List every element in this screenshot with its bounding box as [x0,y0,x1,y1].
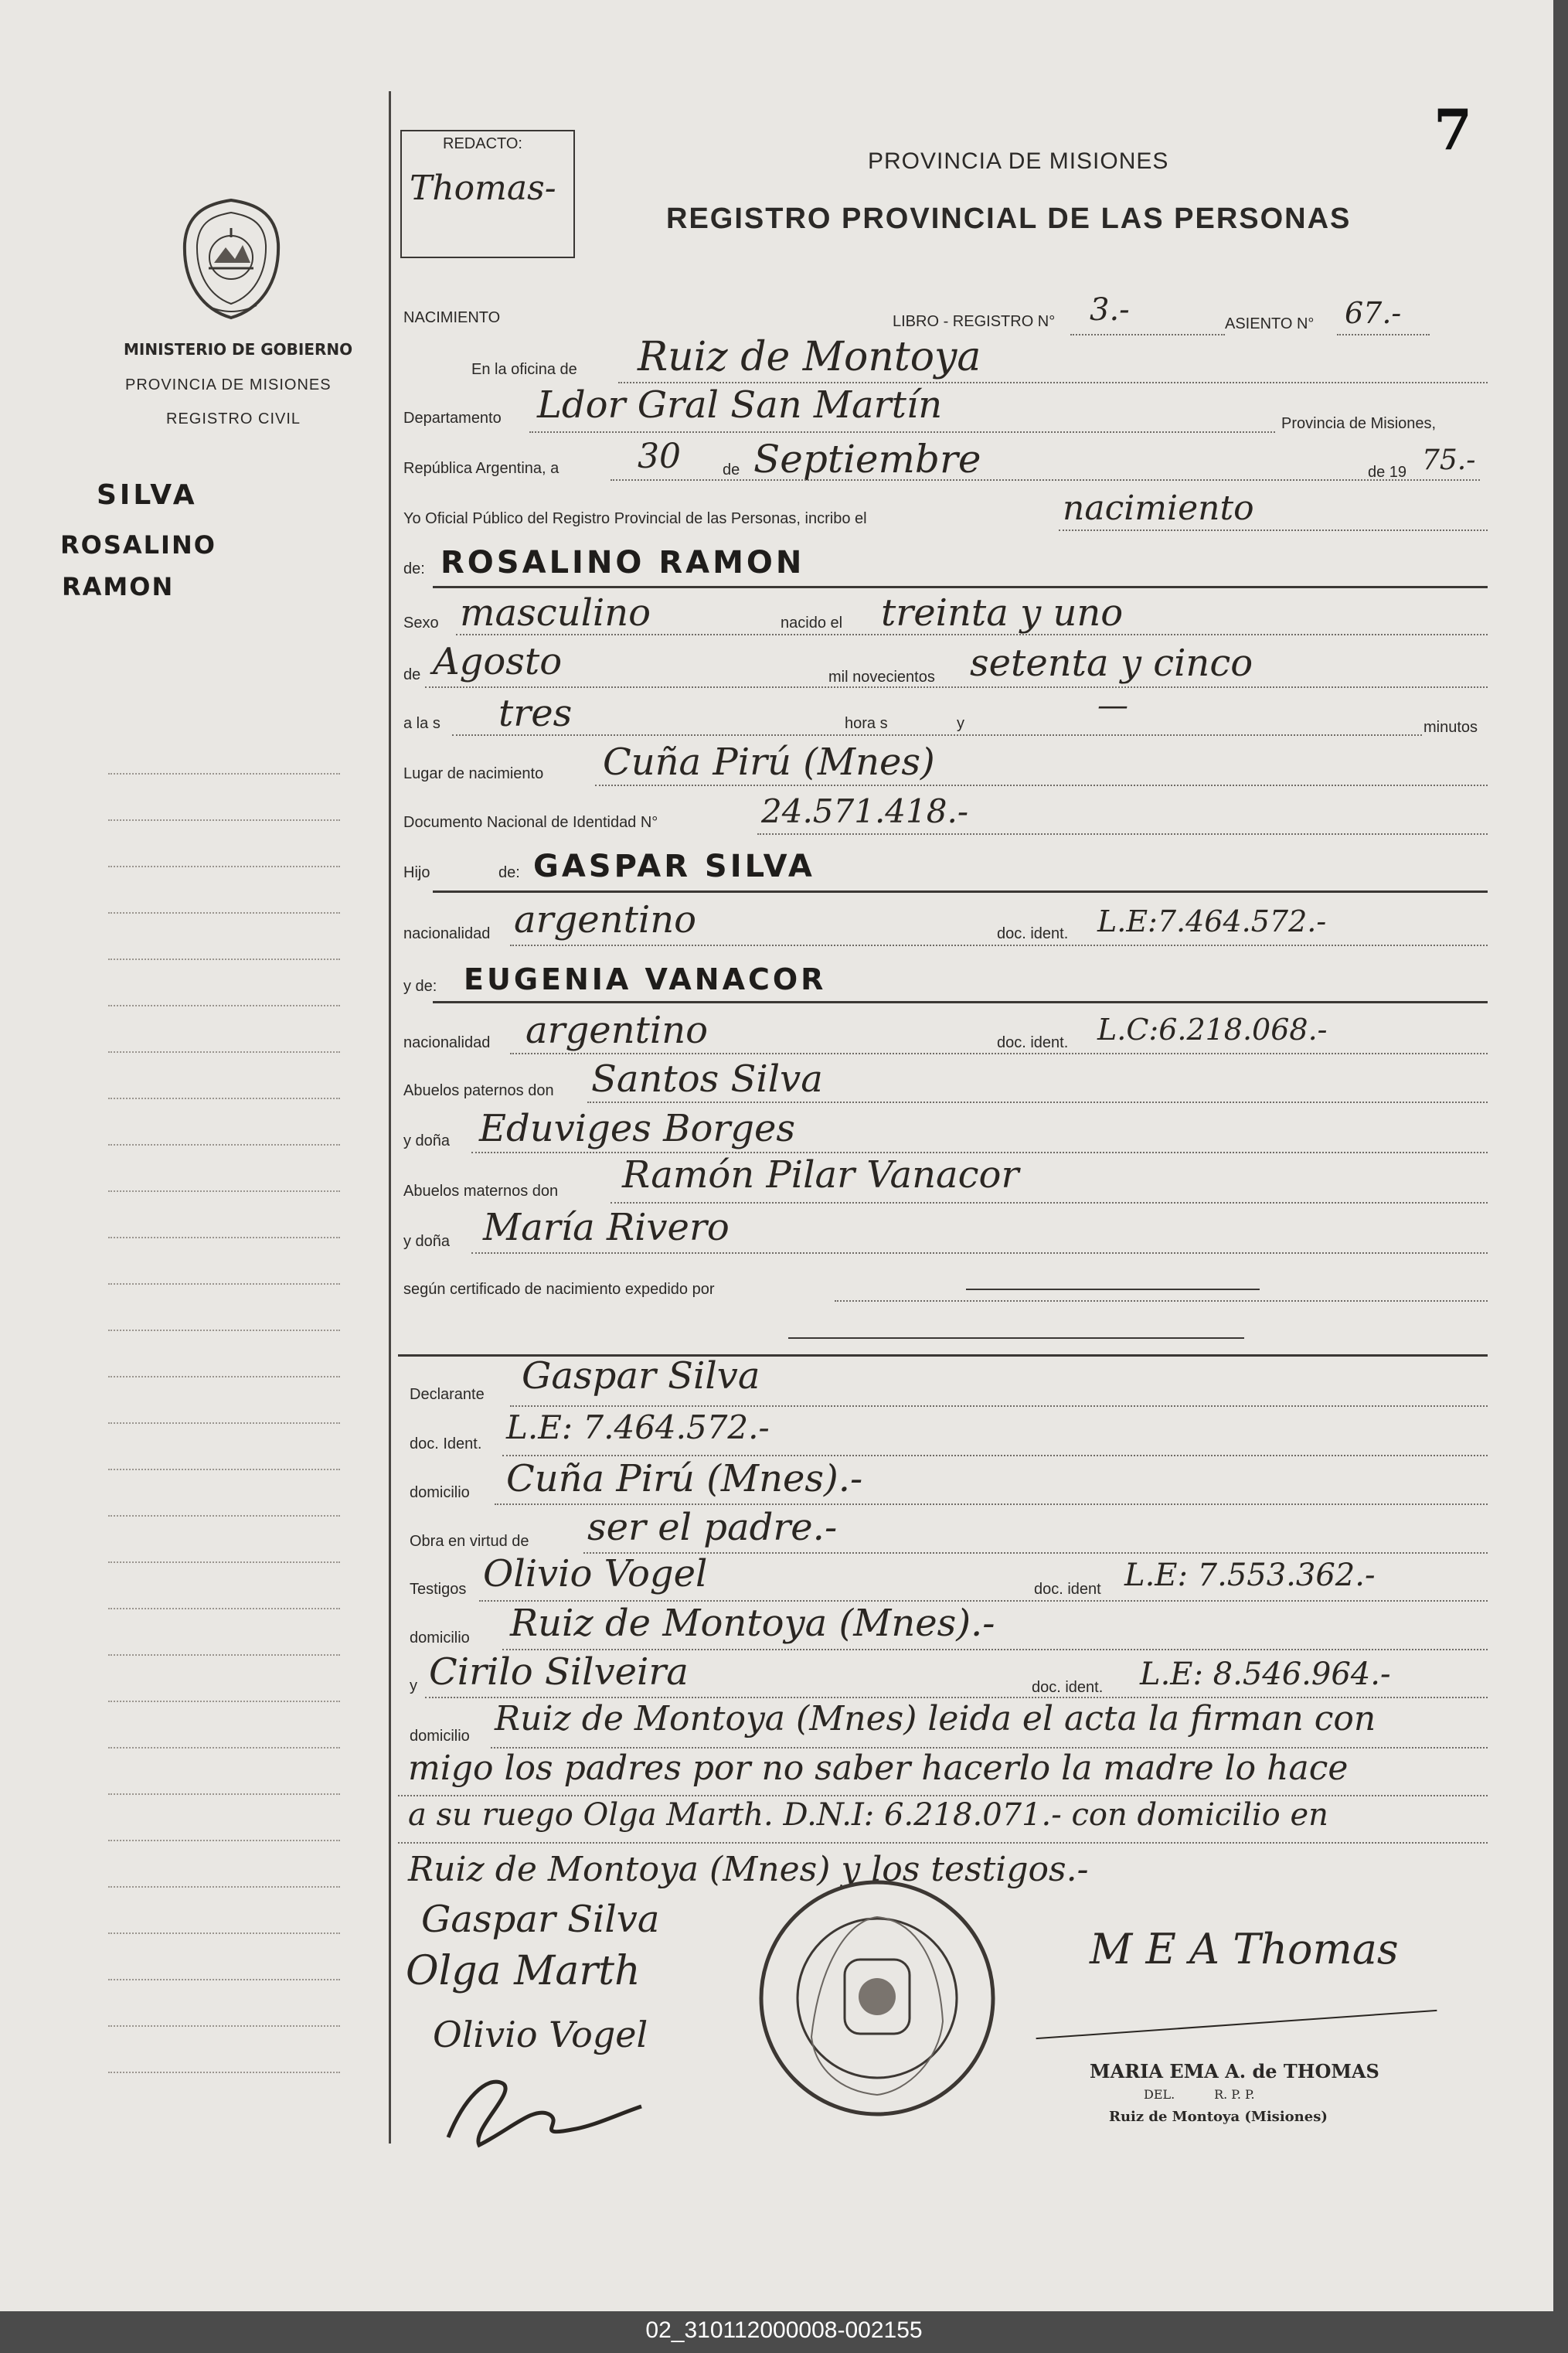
province-label: PROVINCIA DE MISIONES [125,376,332,393]
margin-line [108,1376,340,1377]
margin-line [108,1840,340,1841]
header-registry: REGISTRO PROVINCIAL DE LAS PERSONAS [666,203,1352,235]
margin-line [108,2072,340,2073]
civil-registry-label: REGISTRO CIVIL [166,410,301,427]
abuelos-paternos-label: Abuelos paternos don [403,1082,554,1099]
remarks-line-4: Ruiz de Montoya (Mnes) y los testigos.- [408,1850,1089,1889]
margin-given-name-1: ROSALINO [60,530,216,560]
redacto-value: Thomas- [410,169,556,208]
mother-doc-label: doc. ident. [997,1034,1069,1051]
margin-line [108,1515,340,1517]
ruled-line [835,1300,1488,1302]
dni-value: 24.571.418.- [761,792,969,830]
father-name: GASPAR SILVA [533,849,815,884]
margin-line [108,1283,340,1285]
official-place: Ruiz de Montoya (Misiones) [1109,2109,1328,2125]
mil-label: mil novecientos [828,669,935,686]
y-de-label: y de: [403,978,437,995]
sexo-label: Sexo [403,615,439,632]
margin-line [108,1190,340,1192]
ruled-line [471,1252,1488,1254]
de2-label: de [403,666,421,683]
official-signature-line [1036,2010,1437,2039]
official-title: DEL. R. P. P. [1144,2087,1255,2102]
mother-nationality-label: nacionalidad [403,1034,491,1051]
ruled-line [757,833,1488,835]
asiento-value: 67.- [1345,296,1402,330]
mother-name: EUGENIA VANACOR [464,962,827,996]
de-colon-label: de: [403,560,425,577]
testigo2-name: Cirilo Silveira [429,1650,689,1694]
ruled-line [611,1202,1488,1204]
year-value: 75.- [1422,444,1476,476]
margin-line [108,1469,340,1470]
testigo1-doc: L.E: 7.553.362.- [1124,1558,1376,1593]
official-signature: M E A Thomas [1090,1925,1399,1973]
underline-bar [433,586,1488,588]
ruled-line [1070,334,1225,335]
abuelos-maternos-label: Abuelos maternos don [403,1183,559,1200]
y-label: y [957,715,964,732]
remarks-line-3: a su ruego Olga Marth. D.N.I: 6.218.071.- con domicilio en [408,1797,1328,1833]
nacido-value: treinta y uno [881,591,1124,635]
birth-year-words: setenta y cinco [970,642,1253,685]
ruled-line [398,1795,1488,1796]
act-type-label: NACIMIENTO [403,309,501,326]
sexo-value: masculino [460,591,651,635]
horas-label: hora s [845,715,888,732]
margin-line [108,1051,340,1053]
mother-nationality: argentino [526,1009,709,1052]
margin-line [108,1422,340,1424]
departamento-value: Ldor Gral San Martín [537,383,943,427]
margin-rule [389,91,391,2144]
hour-value: tres [498,692,573,735]
testigo1-dom-label: domicilio [410,1629,470,1646]
margin-line [108,1886,340,1888]
official-name: MARIA EMA A. de THOMAS [1090,2060,1379,2082]
remarks-line-2: migo los padres por no saber hacerlo la madre lo hace [408,1749,1349,1788]
republica-label: República Argentina, a [403,460,560,477]
declarante-label: Declarante [410,1386,485,1403]
nacido-label: nacido el [781,615,843,632]
ruled-line [425,1697,1488,1698]
hijo-de-label: de: [498,864,520,881]
signature-olivio: Olivio Vogel [433,2014,648,2055]
libro-value: 3.- [1090,292,1130,328]
testigo1-dom: Ruiz de Montoya (Mnes).- [510,1602,995,1645]
oficial-value: nacimiento [1063,489,1254,528]
obra-label: Obra en virtud de [410,1533,529,1550]
father-nationality: argentino [514,898,697,942]
departamento-label: Departamento [403,410,502,427]
declarante-value: Gaspar Silva [522,1354,760,1398]
margin-surname: SILVA [97,479,198,511]
margin-line [108,773,340,775]
minutos-label: minutos [1423,719,1478,736]
signature-cirilo [417,2052,649,2153]
margin-given-name-2: RAMON [62,572,175,601]
oficina-label: En la oficina de [471,361,577,378]
abuela-paterna-label: y doña [403,1132,451,1149]
ruled-line [611,479,1480,481]
ruled-line [456,634,1488,635]
abuela-paterna: Eduviges Borges [479,1107,796,1150]
margin-line [108,1330,340,1331]
header-province: PROVINCIA DE MISIONES [868,148,1169,174]
margin-line [108,1237,340,1238]
month-value: Septiembre [753,437,981,482]
abuela-materna-label: y doña [403,1233,451,1250]
libro-label: LIBRO - REGISTRO N° [893,313,1056,330]
testigo1-doc-label: doc. ident [1034,1581,1101,1598]
dash-line [788,1337,1244,1339]
ruled-line [398,1842,1488,1844]
dash-line [966,1289,1260,1290]
registered-name: ROSALINO RAMON [440,545,805,581]
margin-line [108,1701,340,1702]
ruled-line [502,1455,1488,1456]
asiento-label: ASIENTO N° [1225,315,1315,332]
father-doc-label: doc. ident. [997,925,1069,942]
declarante-dom: Cuña Pirú (Mnes).- [506,1457,863,1500]
ruled-line [510,945,1488,946]
ruled-line [595,785,1488,786]
abuelo-materno: Ramón Pilar Vanacor [622,1153,1019,1197]
margin-line [108,1608,340,1609]
testigo2-doc: L.E: 8.546.964.- [1140,1657,1391,1692]
ruled-line [583,1552,1488,1554]
abuela-materna: María Rivero [483,1206,730,1249]
declarante-doc: L.E: 7.464.572.- [506,1408,770,1446]
underline-bar [433,890,1488,893]
day-value: 30 [638,437,681,476]
margin-line [108,1561,340,1563]
birth-month: Agosto [433,640,563,683]
ruled-line [510,1053,1488,1054]
minutes-value: — [1097,688,1128,724]
ruled-line [425,686,1488,688]
margin-line [108,1932,340,1934]
page-number: 7 [1434,97,1473,162]
lugar-label: Lugar de nacimiento [403,765,544,782]
ruled-line [587,1102,1488,1103]
declarante-dom-label: domicilio [410,1484,470,1501]
ruled-line [1059,530,1488,531]
margin-line [108,1747,340,1749]
margin-line [108,1793,340,1795]
lugar-value: Cuña Pirú (Mnes) [603,741,935,784]
signature-gaspar: Gaspar Silva [421,1898,660,1941]
redacto-label: REDACTO: [443,135,522,152]
mother-doc: L.C:6.218.068.- [1097,1013,1328,1047]
document-id: 02_310112000008-002155 [645,2317,923,2343]
father-doc: L.E:7.464.572.- [1097,904,1327,938]
dni-label: Documento Nacional de Identidad N° [403,814,658,831]
ministry-label: MINISTERIO DE GOBIERNO [124,340,353,359]
margin-line [108,912,340,914]
margin-line [108,1005,340,1006]
alas-label: a la s [403,715,440,732]
testigo2-doc-label: doc. ident. [1032,1679,1104,1696]
margin-line [108,959,340,960]
testigo2-y-label: y [410,1677,417,1694]
registry-stamp-icon [753,1875,1001,2122]
testigo1-name: Olivio Vogel [483,1552,708,1595]
de-label: de [723,461,740,478]
hijo-label: Hijo [403,864,430,881]
remarks-line-1: Ruiz de Montoya (Mnes) leida el acta la firman con [495,1699,1376,1738]
provincial-seal-icon [179,197,284,321]
ruled-line [510,1405,1488,1407]
ruled-line [452,734,1422,736]
oficial-label: Yo Oficial Público del Registro Provincial de las Personas, incribo el [403,510,867,527]
margin-line [108,1144,340,1146]
testigos-label: Testigos [410,1581,467,1598]
testigo2-dom-label: domicilio [410,1728,470,1745]
segun-label: según certificado de nacimiento expedido por [403,1281,715,1298]
margin-line [108,866,340,867]
ruled-line [529,431,1275,433]
margin-line [108,1979,340,1980]
margin-line [108,819,340,821]
ruled-line [1337,334,1430,335]
margin-line [108,1654,340,1656]
father-nationality-label: nacionalidad [403,925,491,942]
obra-value: ser el padre.- [587,1506,838,1549]
oficina-value: Ruiz de Montoya [638,334,981,380]
ruled-line [495,1503,1488,1505]
year-label: de 19 [1368,464,1407,481]
underline-bar [433,1001,1488,1003]
provincia-label: Provincia de Misiones, [1281,415,1437,432]
signature-olga: Olga Marth [406,1948,641,1994]
declarante-doc-label: doc. Ident. [410,1435,482,1452]
margin-line [108,1098,340,1099]
abuelo-paterno: Santos Silva [591,1057,823,1101]
margin-line [108,2025,340,2027]
